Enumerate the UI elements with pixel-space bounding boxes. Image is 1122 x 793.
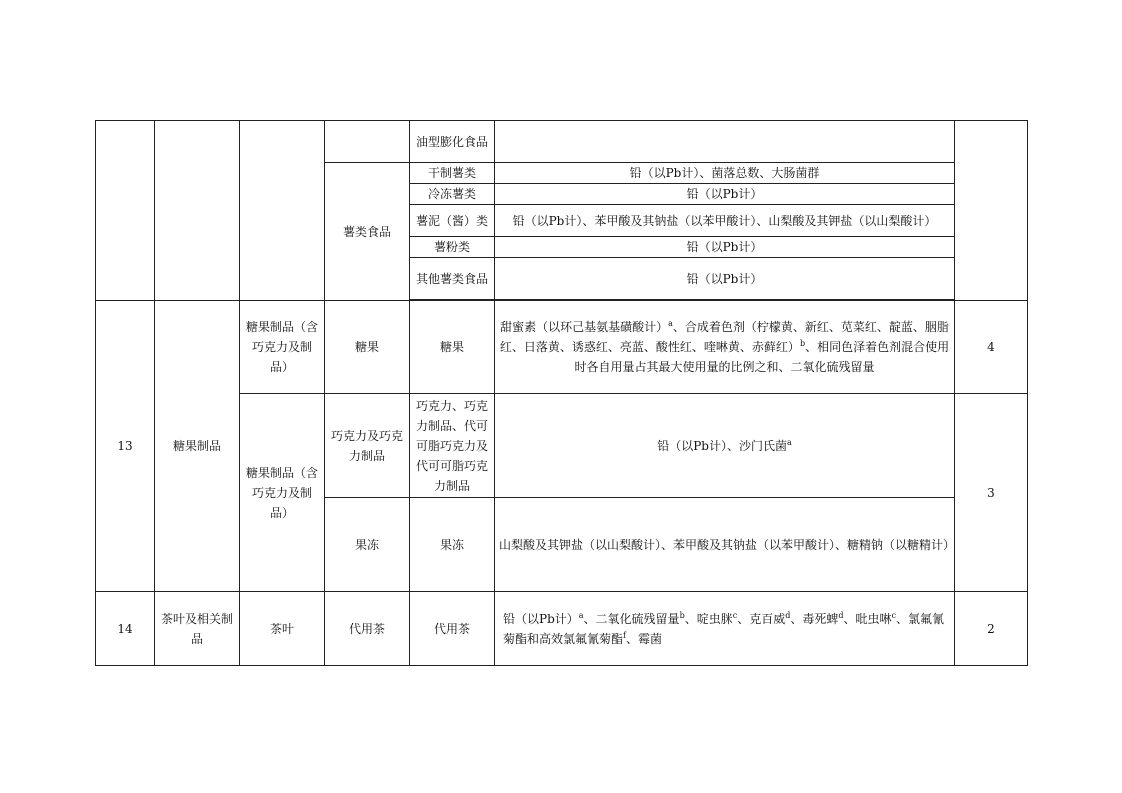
items-text: 、毒死蜱	[790, 611, 839, 626]
items-text: 铅（以Pb计）	[503, 611, 579, 626]
type-cell-empty	[325, 121, 410, 163]
serial-cell: 13	[96, 301, 155, 592]
subtype-cell: 代用茶	[410, 592, 495, 666]
items-cell: 铅（以Pb计）、苯甲酸及其钠盐（以苯甲酸计）、山梨酸及其钾盐（以山梨酸计）	[495, 205, 955, 237]
subtype-cell: 薯粉类	[410, 237, 495, 258]
items-cell	[495, 592, 955, 666]
items-cell: 铅（以Pb计）	[495, 184, 955, 205]
items-cell: 铅（以Pb计）	[495, 237, 955, 258]
items-cell	[495, 121, 955, 163]
group-cell: 茶叶	[240, 592, 325, 666]
category-cell: 茶叶及相关制品	[155, 592, 240, 666]
subtype-cell: 冷冻薯类	[410, 184, 495, 205]
serial-cell: 14	[96, 592, 155, 666]
items-text: 、二氧化硫残留量	[583, 611, 680, 626]
items-cell	[495, 301, 955, 394]
category-cell: 糖果制品	[155, 301, 240, 592]
count-cell: 4	[955, 301, 1028, 394]
items-text: 、吡虫啉	[843, 611, 892, 626]
footnote-mark: d	[785, 610, 791, 620]
subtype-cell: 其他薯类食品	[410, 258, 495, 300]
category-cell-empty	[155, 121, 240, 301]
group-cell-empty	[240, 121, 325, 301]
table-row	[96, 592, 1028, 666]
footnote-mark: a	[786, 437, 792, 447]
count-cell: 3	[955, 394, 1028, 592]
serial-cell-empty	[96, 121, 155, 301]
items-text: 、霉菌	[625, 631, 662, 646]
footnote-mark: d	[838, 610, 844, 620]
type-cell: 糖果	[325, 301, 410, 394]
footnote-mark: c	[732, 610, 738, 620]
items-text: 、啶虫脒	[684, 611, 733, 626]
inspection-items-table	[95, 120, 1028, 666]
items-cell: 山梨酸及其钾盐（以山梨酸计）、苯甲酸及其钠盐（以苯甲酸计）、糖精钠（以糖精计）	[495, 498, 955, 592]
count-cell: 2	[955, 592, 1028, 666]
count-cell-empty	[955, 121, 1028, 301]
table-row	[96, 301, 1028, 394]
subtype-cell: 糖果	[410, 301, 495, 394]
items-text: 、合成着色剂（柠檬黄、新红、苋菜红、靛蓝、胭脂红、日落黄、诱惑红、亮蓝、酸性红、喹啉黄、赤藓红）	[499, 320, 949, 354]
type-cell-potato: 薯类食品	[325, 163, 410, 301]
subtype-cell: 薯泥（酱）类	[410, 205, 495, 237]
subtype-cell: 果冻	[410, 498, 495, 592]
footnote-mark: b	[679, 610, 685, 620]
footnote-mark: a	[668, 319, 673, 328]
items-text: 铅（以Pb计）、沙门氏菌	[657, 438, 787, 453]
items-text: 甜蜜素（以环己基氨基磺酸计）	[500, 320, 669, 334]
footnote-mark: c	[891, 610, 896, 620]
items-text: 、克百威	[737, 611, 786, 626]
items-cell: 铅（以Pb计）、菌落总数、大肠菌群	[495, 163, 955, 184]
type-cell: 代用茶	[325, 592, 410, 666]
subtype-cell: 油型膨化食品	[410, 121, 495, 163]
items-text: 、氯氟氰菊酯和高效氯氟氰菊酯	[503, 611, 944, 646]
items-cell: 铅（以Pb计）	[495, 258, 955, 300]
table-row	[96, 121, 1028, 163]
footnote-mark: a	[578, 610, 584, 620]
subtype-cell: 巧克力、巧克力制品、代可可脂巧克力及代可可脂巧克力制品	[410, 394, 495, 498]
type-cell: 果冻	[325, 498, 410, 592]
inspection-table-page	[95, 120, 1027, 666]
items-text: 、相同色泽着色剂混合使用时各自用量占其最大使用量的比例之和、二氧化硫残留量	[574, 340, 950, 374]
items-cell	[495, 394, 955, 498]
group-cell: 糖果制品（含巧克力及制品）	[240, 394, 325, 592]
type-cell: 巧克力及巧克力制品	[325, 394, 410, 498]
footnote-mark: b	[799, 339, 806, 348]
subtype-cell: 干制薯类	[410, 163, 495, 184]
footnote-mark: f	[623, 630, 626, 640]
group-cell: 糖果制品（含巧克力及制品）	[240, 301, 325, 394]
